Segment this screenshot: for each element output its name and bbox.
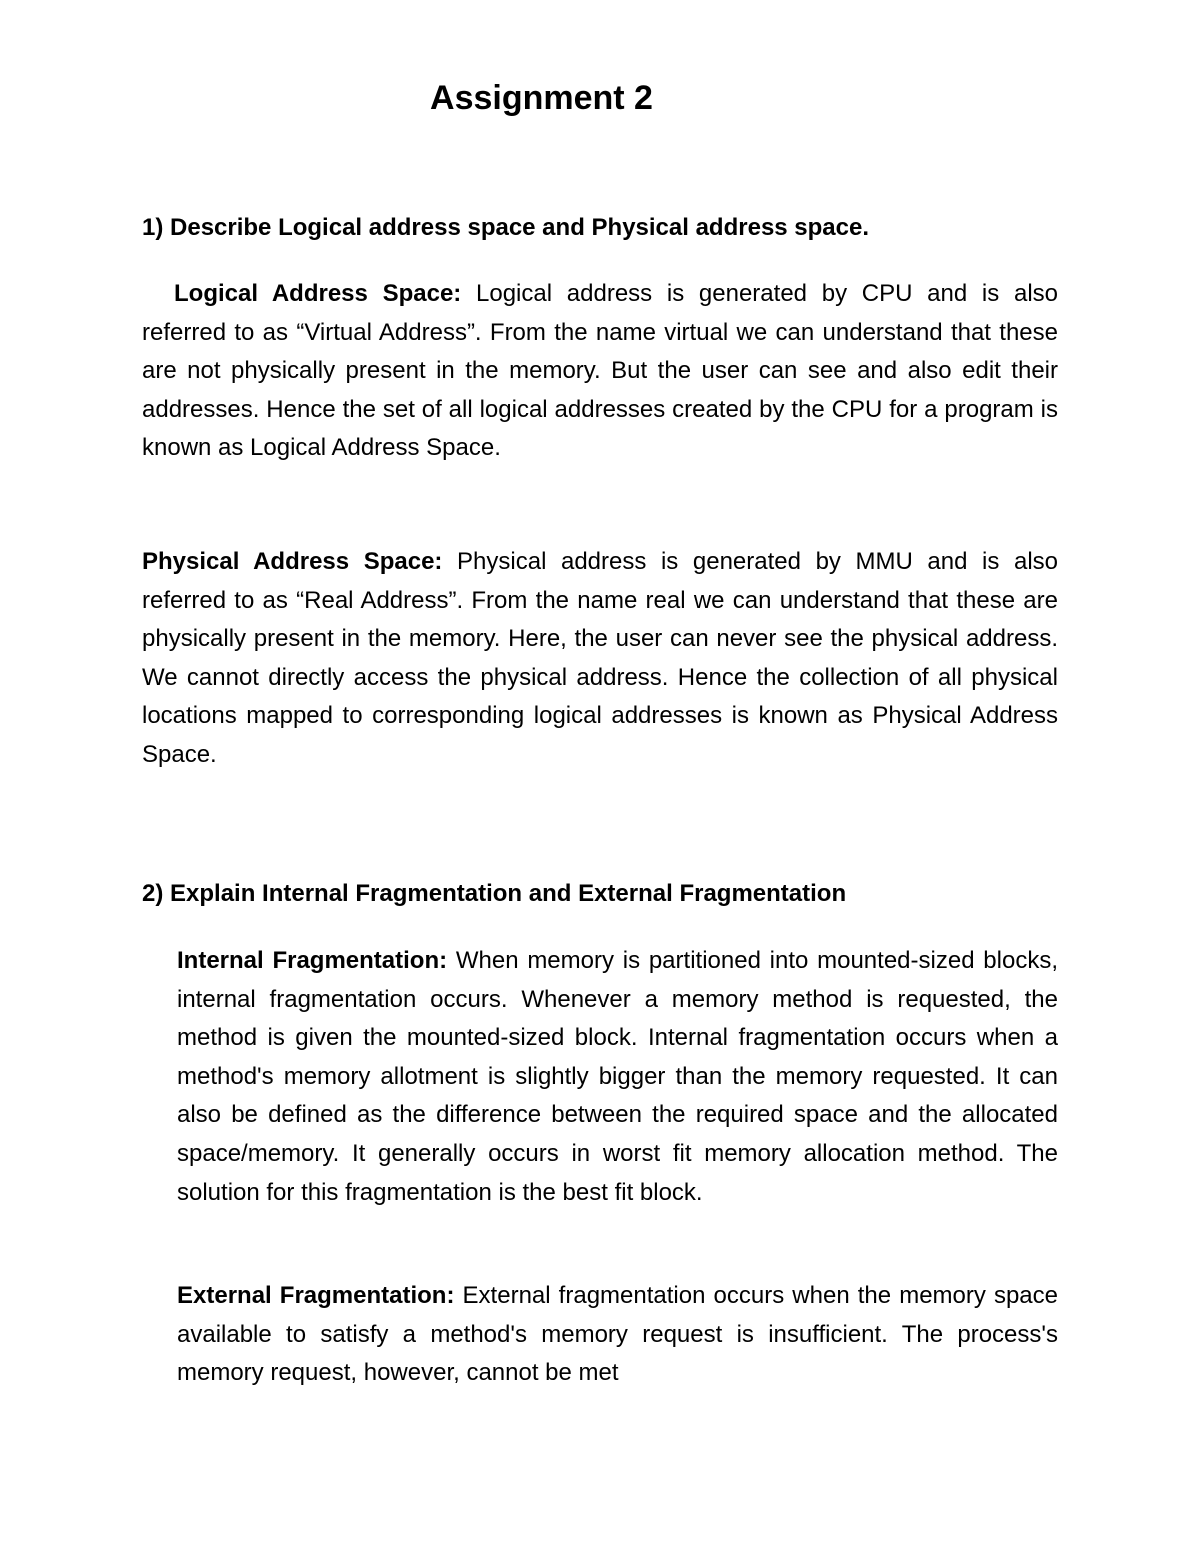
external-fragmentation-term: External Fragmentation:	[177, 1282, 455, 1309]
logical-address-space-paragraph	[142, 275, 1058, 468]
question-1-heading: 1) Describe Logical address space and Physical address space.	[142, 214, 870, 241]
internal-fragmentation-text: When memory is partitioned into mounted-sized blocks, internal fragmentation occurs. Whenever a memory method is requested, the method is given the mounted-sized block. Internal fragmentation occurs when a method's memory allotment is slightly bigger than the memory requested. It can also be defined as the difference between the required space and the allocated space/memory. It generally occurs in worst fit memory allocation method. The solution for this fragmentation is the best fit block.	[177, 947, 1058, 1206]
question-2-heading: 2) Explain Internal Fragmentation and External Fragmentation	[142, 880, 847, 907]
physical-address-space-text: Physical address is generated by MMU and is also referred to as “Real Address”. From the name real we can understand that these are physically present in the memory. Here, the user can never see the physical address. We cannot directly access the physical address. Hence the collection of all physical locations mapped to corresponding logical addresses is known as Physical Address Space.	[142, 548, 1059, 768]
physical-address-space-term: Physical Address Space:	[142, 548, 443, 575]
logical-address-space-text: Logical address is generated by CPU and is also referred to as “Virtual Address”. From the name virtual we can understand that these are not physically present in the memory. But the user can see and also edit their addresses. Hence the set of all logical addresses created by the CPU for a program is known as Logical Address Space.	[142, 280, 1059, 462]
physical-address-space-paragraph	[142, 543, 1058, 775]
page-title: Assignment 2	[430, 79, 653, 117]
external-fragmentation-paragraph	[177, 1277, 1058, 1393]
internal-fragmentation-paragraph	[177, 942, 1058, 1212]
external-fragmentation-text: External fragmentation occurs when the memory space available to satisfy a method's memory request is insufficient. The process's memory request, however, cannot be met	[177, 1282, 1058, 1387]
logical-address-space-term: Logical Address Space:	[174, 280, 462, 307]
internal-fragmentation-term: Internal Fragmentation:	[177, 947, 448, 974]
